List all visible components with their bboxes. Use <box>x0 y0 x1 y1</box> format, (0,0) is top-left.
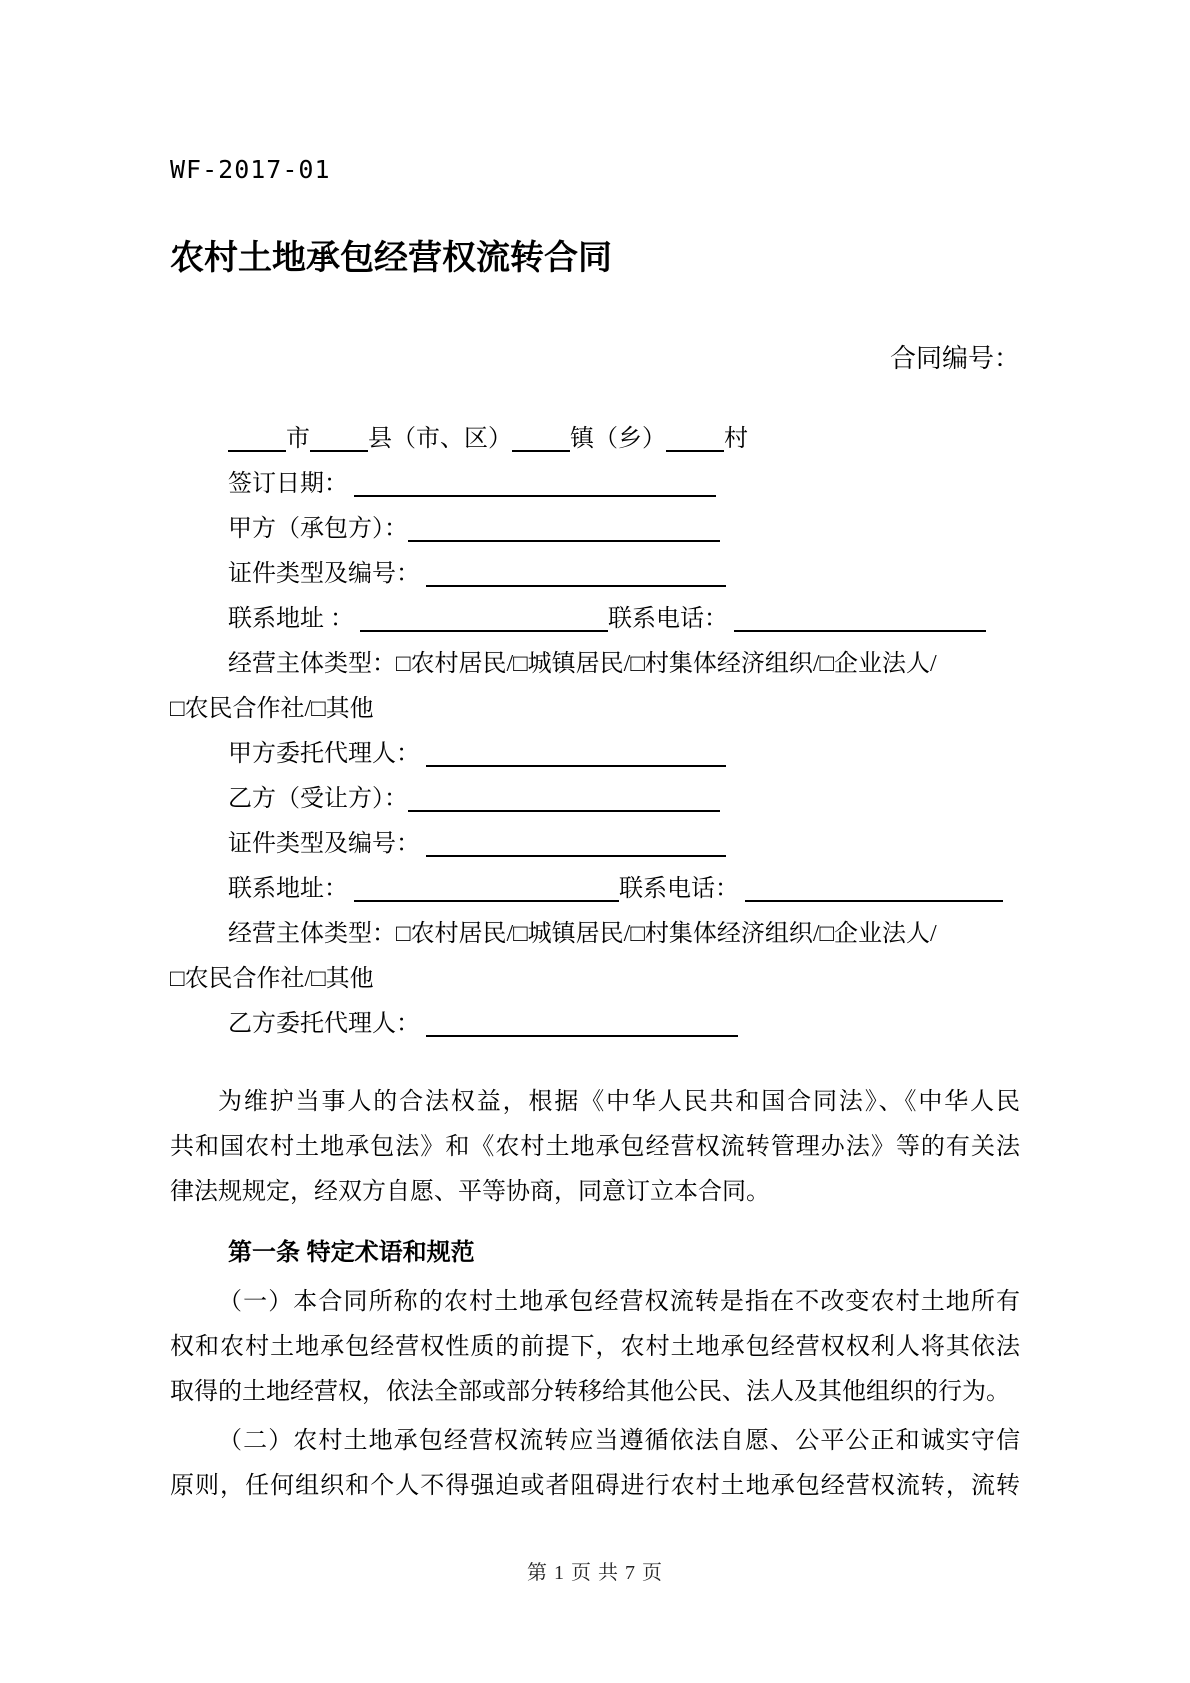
clause-1-item-2 <box>170 1419 1020 1509</box>
clause1-line-1: （一）本合同所称的农村土地承包经营权流转是指在不改变农村土地所有 <box>218 1289 1020 1315</box>
party-a-label: 甲方（承包方）： <box>228 516 408 542</box>
address-a-label: 联系地址 ： <box>228 606 354 632</box>
location-part-town: 镇（乡） <box>570 426 666 452</box>
agent-a-line <box>170 732 1020 777</box>
id-b-label: 证件类型及编号： <box>228 831 420 857</box>
entity-b-line-2: □农民合作社/□其他 <box>170 966 374 992</box>
intro-line-1: 为维护当事人的合法权益，根据《中华人民共和国合同法》、《中华人民 <box>218 1089 1020 1115</box>
page-content <box>170 155 1020 1509</box>
agent-b-label: 乙方委托代理人： <box>228 1011 420 1037</box>
agent-a-blank[interactable] <box>426 763 726 767</box>
doc-code: WF-2017-01 <box>170 155 331 184</box>
id-a-line <box>170 552 1020 597</box>
clause2-line-2: 原则，任何组织和个人不得强迫或者阻碍进行农村土地承包经营权流转，流转 <box>170 1473 1020 1499</box>
county-blank[interactable] <box>310 448 368 452</box>
intro-paragraph <box>170 1080 1020 1215</box>
party-b-blank[interactable] <box>408 808 720 812</box>
id-b-blank[interactable] <box>426 853 726 857</box>
id-b-line <box>170 822 1020 867</box>
contact-a-line <box>170 597 1020 642</box>
location-part-city: 市 <box>286 426 310 452</box>
clause1-line-3: 取得的土地经营权，依法全部或部分转移给其他公民、法人及其他组织的行为。 <box>170 1379 1010 1405</box>
form-block <box>170 417 1020 1047</box>
phone-a-label: 联系电话： <box>608 606 728 632</box>
phone-a-blank[interactable] <box>734 628 986 632</box>
clause2-line-1: （二）农村土地承包经营权流转应当遵循依法自愿、公平公正和诚实守信 <box>218 1428 1020 1454</box>
id-a-label: 证件类型及编号： <box>228 561 420 587</box>
intro-line-3: 律法规规定，经双方自愿、平等协商，同意订立本合同。 <box>170 1179 770 1205</box>
clause-1-heading: 第一条 特定术语和规范 <box>228 1239 475 1266</box>
page-title: 农村土地承包经营权流转合同 <box>170 239 612 277</box>
party-a-blank[interactable] <box>408 538 720 542</box>
address-b-label: 联系地址： <box>228 876 348 902</box>
sign-date-line <box>170 462 1020 507</box>
town-blank[interactable] <box>512 448 570 452</box>
party-b-line <box>170 777 1020 822</box>
party-a-line <box>170 507 1020 552</box>
location-part-county: 县（市、区） <box>368 426 512 452</box>
entity-a-line-1: 经营主体类型：□农村居民/□城镇居民/□村集体经济组织/□企业法人/ <box>228 651 937 677</box>
phone-b-label: 联系电话： <box>619 876 739 902</box>
clause1-line-2: 权和农村土地承包经营权性质的前提下，农村土地承包经营权权利人将其依法 <box>170 1334 1020 1360</box>
sign-date-label: 签订日期： <box>228 471 348 497</box>
entity-a-line-2: □农民合作社/□其他 <box>170 696 374 722</box>
id-a-blank[interactable] <box>426 583 726 587</box>
address-a-blank[interactable] <box>360 628 608 632</box>
location-part-village: 村 <box>724 426 748 452</box>
address-b-blank[interactable] <box>354 898 619 902</box>
village-blank[interactable] <box>666 448 724 452</box>
clause-1-item-1 <box>170 1280 1020 1415</box>
page-footer: 第 1 页 共 7 页 <box>527 1562 663 1584</box>
contract-number-label: 合同编号： <box>889 344 1020 373</box>
intro-line-2: 共和国农村土地承包法》和《农村土地承包经营权流转管理办法》等的有关法 <box>170 1134 1020 1160</box>
agent-b-line <box>170 1002 1020 1047</box>
phone-b-blank[interactable] <box>745 898 1003 902</box>
entity-b-line-1: 经营主体类型：□农村居民/□城镇居民/□村集体经济组织/□企业法人/ <box>228 921 937 947</box>
agent-b-blank[interactable] <box>426 1033 738 1037</box>
city-blank[interactable] <box>228 448 286 452</box>
location-line <box>170 417 1020 462</box>
party-b-label: 乙方（受让方）： <box>228 786 408 812</box>
sign-date-blank[interactable] <box>354 493 716 497</box>
agent-a-label: 甲方委托代理人： <box>228 741 420 767</box>
contact-b-line <box>170 867 1020 912</box>
